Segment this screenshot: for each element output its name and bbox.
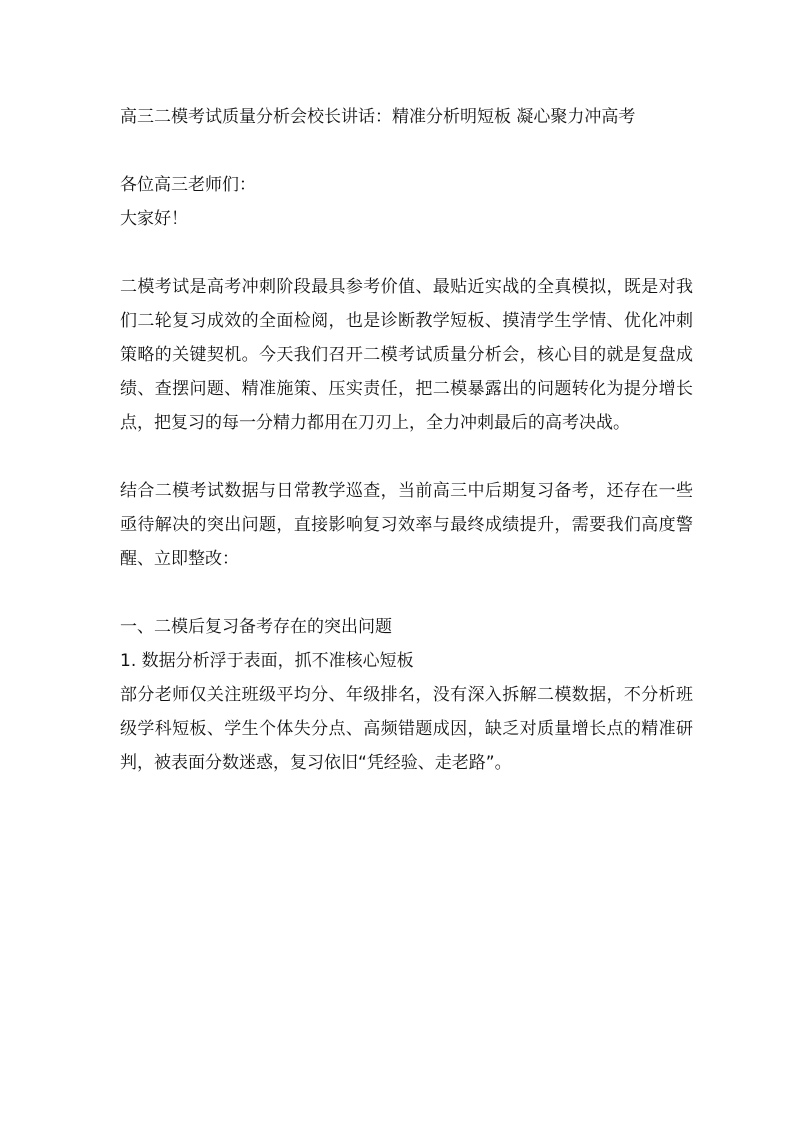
- spacer: [120, 134, 693, 168]
- greeting: 大家好！: [120, 209, 188, 229]
- paragraph-2: 结合二模考试数据与日常教学巡查，当前高三中后期复习备考，还存在一些亟待解决的突出问题，直接影响复习效率与最终成绩提升，需要我们高度警醒、立即整改：: [120, 481, 693, 569]
- section-heading: 一、二模后复习备考存在的突出问题: [120, 617, 392, 637]
- salutation: 各位高三老师们：: [120, 175, 256, 195]
- document-title: 高三二模考试质量分析会校长讲话：精准分析明短板 凝心聚力冲高考: [120, 107, 636, 127]
- subsection-heading: 1. 数据分析浮于表面，抓不准核心短板: [120, 651, 414, 671]
- subsection-body: 部分老师仅关注班级平均分、年级排名，没有深入拆解二模数据，不分析班级学科短板、学生个体失分点、高频错题成因，缺乏对质量增长点的精准研判，被表面分数迷惑，复习依旧“凭经验、走老路”。: [120, 685, 693, 773]
- spacer: [120, 576, 693, 610]
- paragraph-1: 二模考试是高考冲刺阶段最具参考价值、最贴近实战的全真模拟，既是对我们二轮复习成效的全面检阅，也是诊断教学短板、摸清学生学情、优化冲刺策略的关键契机。今天我们召开二模考试质量分析会，核心目的就是复盘成绩、查摆问题、精准施策、压实责任，把二模暴露出的问题转化为提分增长点，把复习的每一分精力都用在刀刃上，全力冲刺最后的高考决战。: [120, 277, 693, 433]
- spacer: [120, 236, 693, 270]
- spacer: [120, 440, 693, 474]
